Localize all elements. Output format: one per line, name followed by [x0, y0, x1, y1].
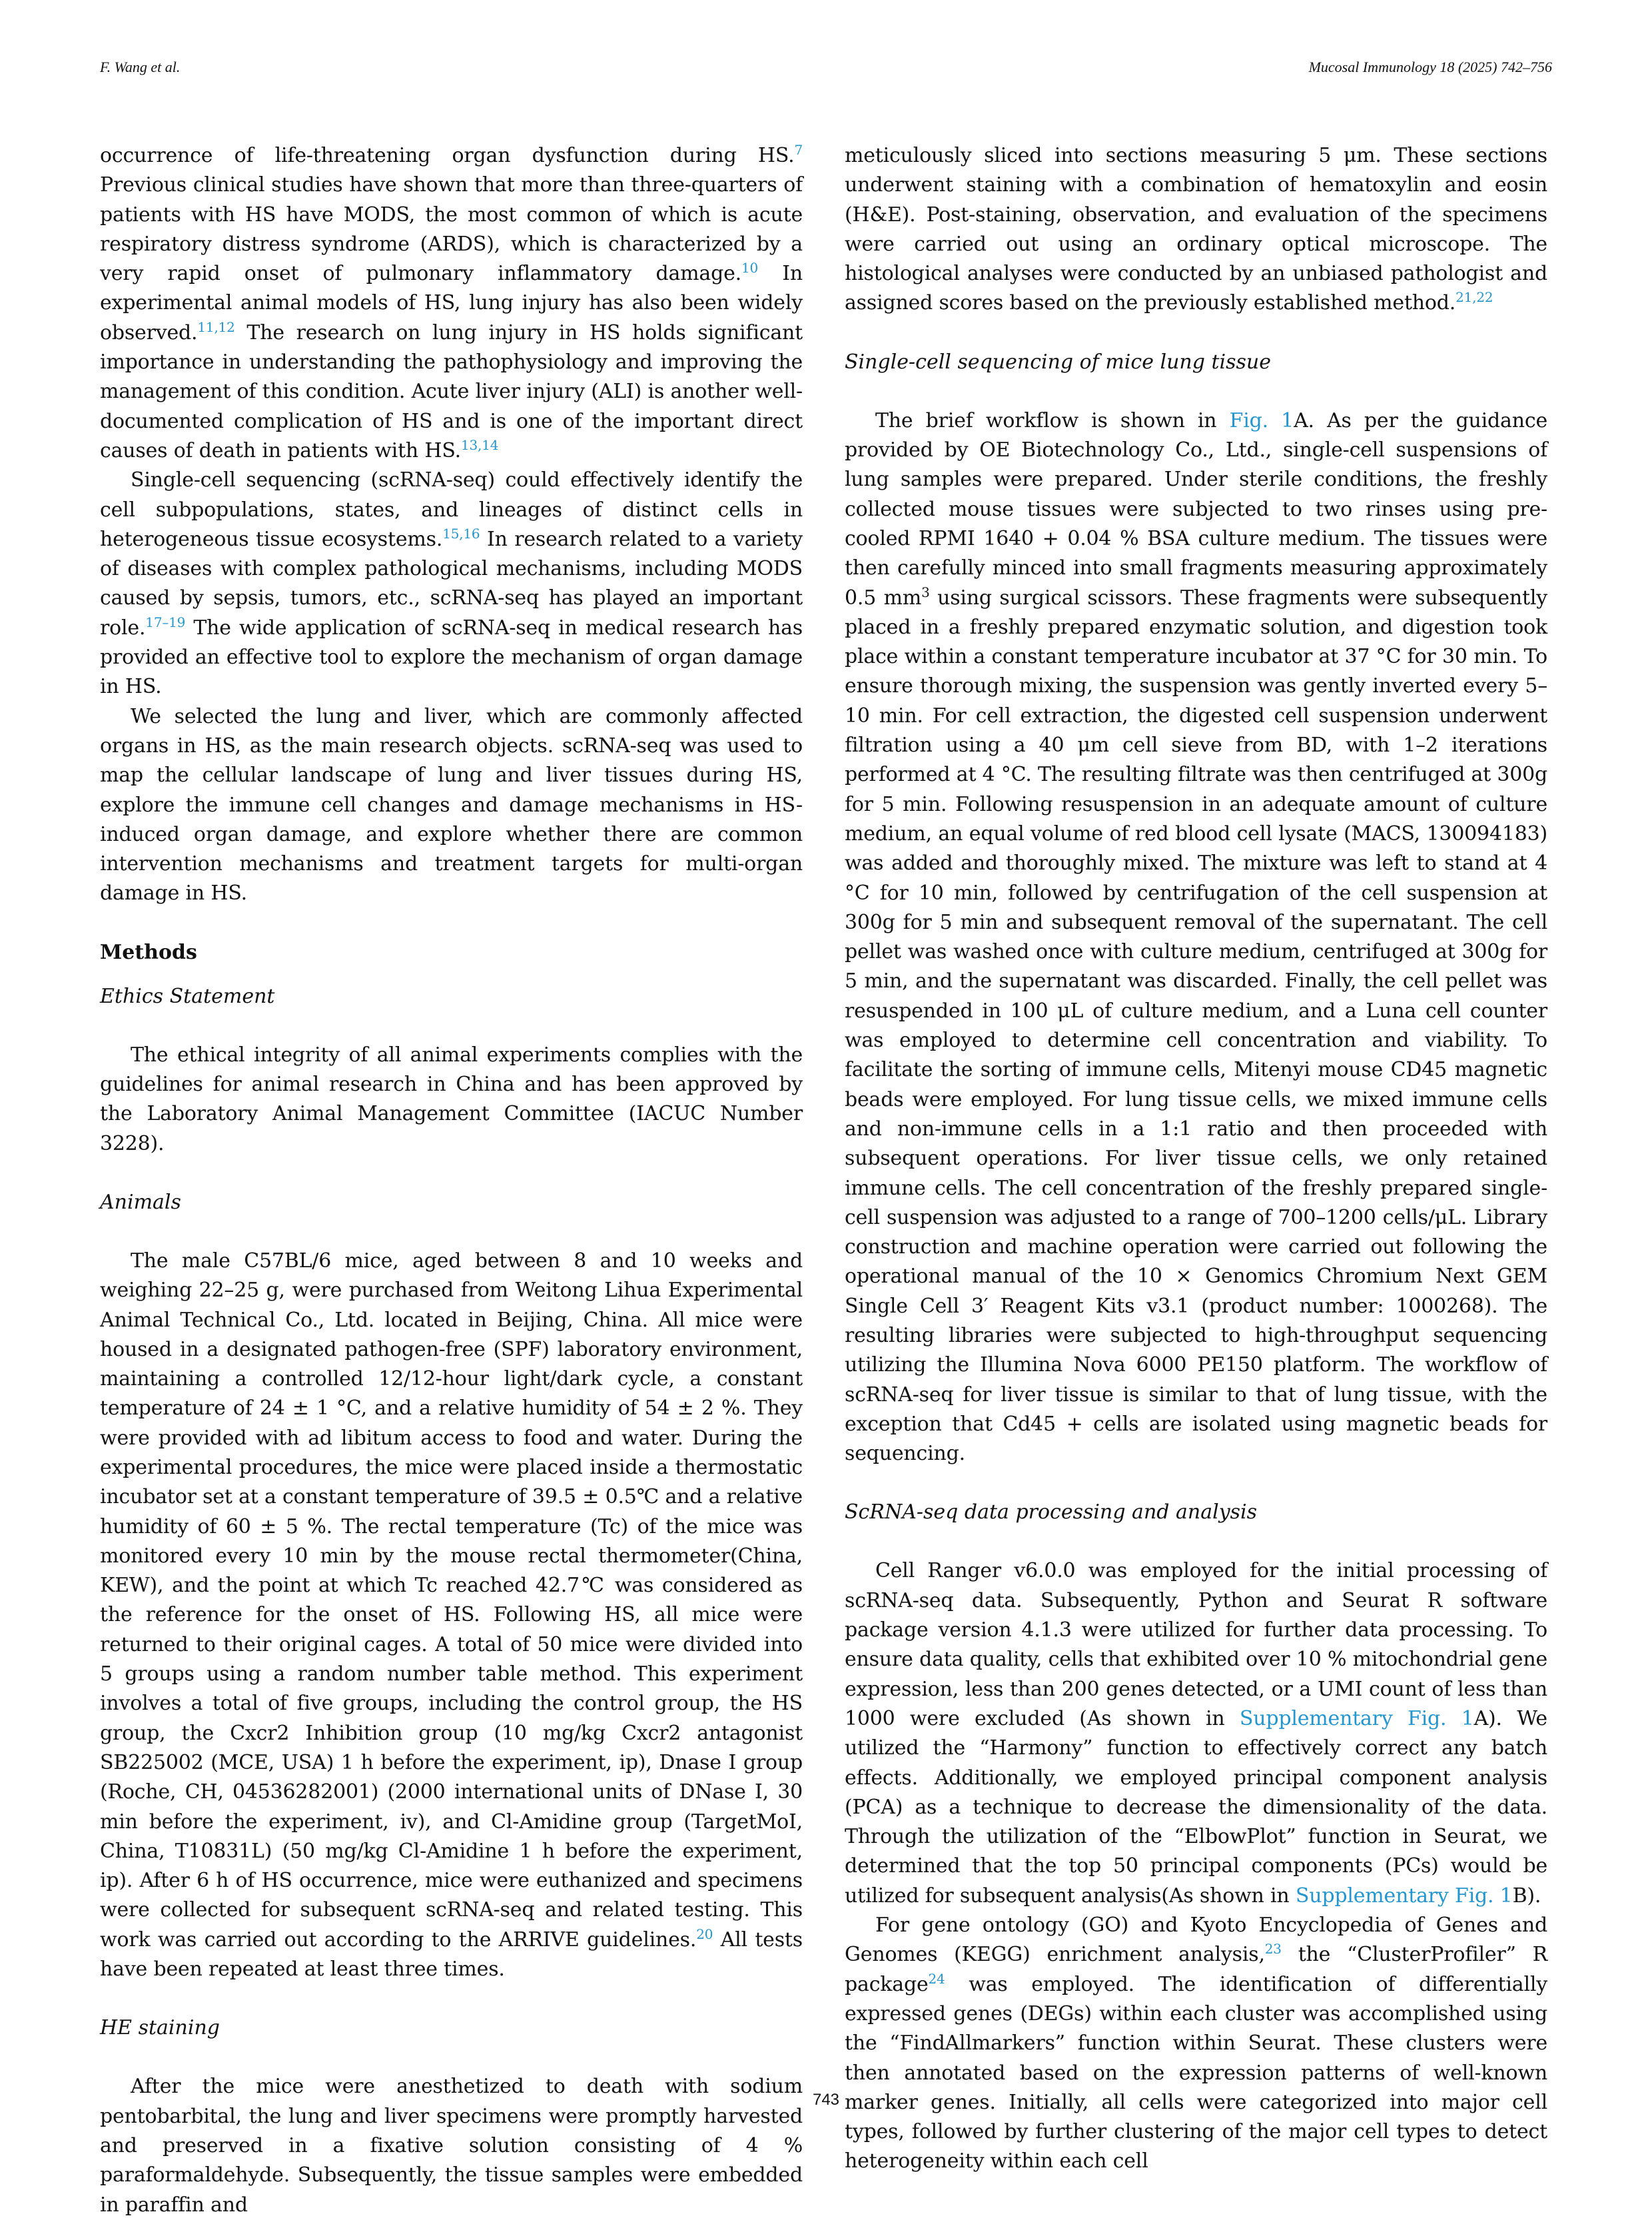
data-processing-paragraph: Cell Ranger v6.0.0 was employed for the initial processing of scRNA-seq data. Subsequently, Python and Seurat R software package version 4.1.3 were utilized for further data processing. To ensure data quality, cells that exhibited over 10 % mitochondrial gene expression, less than 200 genes detected, or a UMI count of less than 1000 were excluded (As shown in Supplementary Fig. 1A). We utilized the “Harmony” function to effectively correct any batch effects. Additionally, we employed principal component analysis (PCA) as a technique to decrease the dimensionality of the data. Through the utilization of the “ElbowPlot” function in Seurat, we determined that the top 50 principal components (PCs) would be utilized for subsequent analysis(As shown in Supplementary Fig. 1B).: [845, 1559, 1547, 1908]
superscript: 3: [921, 584, 930, 600]
section-heading-methods: Methods: [100, 940, 197, 964]
he-staining-paragraph: After the mice were anesthetized to death with sodium pentobarbital, the lung and liver specimens were promptly harvested and preserved in a fixative solution consisting of 4 % paraformaldehyde. Subsequently, the tissue samples were embedded in paraffin and: [100, 2075, 803, 2217]
figure-link[interactable]: Fig. 1: [1229, 408, 1294, 432]
he-staining-paragraph-continued: meticulously sliced into sections measuring 5 μm. These sections underwent staining with a combination of hematoxylin and eosin (H&E). Post-staining, observation, and evaluation of the specimens were carried out using an ordinary optical microscope. The histological analyses were conducted by an unbiased pathologist and assigned scores based on the previously established method.$^{21,22}$: [845, 144, 1547, 315]
right-column: [845, 141, 1547, 2177]
subsection-heading-data-processing: ScRNA-seq data processing and analysis: [845, 1500, 1258, 1524]
citation-link[interactable]: 11,12: [197, 318, 235, 335]
intro-paragraph-3: We selected the lung and liver, which are commonly affected organs in HS, as the main research objects. scRNA-seq was used to map the cellular landscape of lung and liver tissues during HS, explore the immune cell changes and damage mechanisms in HS-induced organ damage, and explore whether there are common intervention mechanisms and treatment targets for multi-organ damage in HS.: [100, 704, 803, 905]
single-cell-sequencing-paragraph: The brief workflow is shown in Fig. 1A. As per the guidance provided by OE Biotechnology Co., Ltd., single-cell suspensions of lung samples were prepared. Under sterile conditions, the freshly collected mouse tissues were subjected to two rinses using pre-cooled RPMI 1640 + 0.04 % BSA culture medium. The tissues were then carefully minced into small fragments measuring approximately 0.5 $mm^3$ using surgical scissors. These fragments were subsequently placed in a freshly prepared enzymatic solution, and digestion took place within a constant temperature incubator at 37 °C for 30 min. To ensure thorough mixing, the suspension was gently inverted every 5–10 min. For cell extraction, the digested cell suspension underwent filtration using a 40 μm cell sieve from BD, with 1–2 iterations performed at 4 °C. The resulting filtrate was then centrifuged at 300g for 5 min. Following resuspension in an adequate amount of culture medium, an equal volume of red blood cell lysate (MACS, 130094183) was added and thoroughly mixed. The mixture was left to stand at 4 °C for 10 min, followed by centrifugation of the cell suspension at 300g for 5 min and subsequent removal of the supernatant. The cell pellet was washed once with culture medium, centrifuged at 300g for 5 min, and the supernatant was discarded. Finally, the cell pellet was resuspended in 100 μL of culture medium, and a Luna cell counter was employed to determine cell concentration and viability. To facilitate the sorting of immune cells, Mitenyi mouse CD45 magnetic beads were employed. For lung tissue cells, we mixed immune cells and non-immune cells in a 1:1 ratio and then proceeded with subsequent operations. For liver tissue cells, we only retained immune cells. The cell concentration of the freshly prepared single-cell suspension was adjusted to a range of 700–1200 cells/μL. Library construction and machine operation were carried out following the operational manual of the 10 × Genomics Chromium Next GEM Single Cell 3′ Reagent Kits v3.1 (product number: 1000268). The resulting libraries were subjected to high-throughput sequencing utilizing the Illumina Nova 6000 PE150 platform. The workflow of scRNA-seq for liver tissue is similar to that of lung tissue, with the exception that Cd45 + cells are isolated using magnetic beads for sequencing.: [845, 408, 1548, 1466]
intro-paragraph-1: occurrence of life-threatening organ dysfunction during HS.$^7$ Previous clinical studies have shown that more than three-quarters of patients with HS have MODS, the most common of which is acute respiratory distress syndrome (ARDS), which is characterized by a very rapid onset of pulmonary inflammatory damage.$^{10}$ In experimental animal models of HS, lung injury has also been widely observed.$^{11,12}$ The research on lung injury in HS holds significant importance in understanding the pathophysiology and improving the management of this condition. Acute liver injury (ALI) is another well-documented complication of HS and is one of the important direct causes of death in patients with HS.$^{13,14}$: [100, 142, 803, 462]
citation-link[interactable]: 24: [928, 1970, 945, 1987]
subsection-heading-ethics: Ethics Statement: [100, 984, 275, 1008]
citation-link[interactable]: 20: [696, 1926, 713, 1942]
supplementary-figure-link[interactable]: Supplementary Fig. 1: [1295, 1884, 1513, 1908]
citation-link[interactable]: 15,16: [442, 525, 480, 542]
page-number: 743: [812, 2091, 840, 2109]
subsection-heading-single-cell-sequencing: Single-cell sequencing of mice lung tissue: [845, 350, 1271, 374]
running-head-journal: Mucosal Immunology 18 (2025) 742–756: [1308, 59, 1552, 75]
intro-paragraph-2: Single-cell sequencing (scRNA-seq) could effectively identify the cell subpopulations, states, and lineages of distinct cells in heterogeneous tissue ecosystems.$^{15,16}$ In research related to a variety of diseases with complex pathological mechanisms, including MODS caused by sepsis, tumors, etc., scRNA-seq has played an important role.$^{17-19}$ The wide application of scRNA-seq in medical research has provided an effective tool to explore the mechanism of organ damage in HS.: [100, 468, 803, 699]
animals-paragraph: The male C57BL/6 mice, aged between 8 and 10 weeks and weighing 22–25 g, were purchased from Weitong Lihua Experimental Animal Technical Co., Ltd. located in Beijing, China. All mice were housed in a designated pathogen-free (SPF) laboratory environment, maintaining a controlled 12/12-hour light/dark cycle, a constant temperature of 24 ± 1 °C, and a relative humidity of 54 ± 2 %. They were provided with ad libitum access to food and water. During the experimental procedures, the mice were placed inside a thermostatic incubator set at a constant temperature of 39.5 ± 0.5℃ and a relative humidity of 60 ± 5 %. The rectal temperature (Tc) of the mice was monitored every 10 min by the mouse rectal thermometer(China, KEW), and the point at which Tc reached 42.7℃ was considered as the reference for the onset of HS. Following HS, all mice were returned to their original cages. A total of 50 mice were divided into 5 groups using a random number table method. This experiment involves a total of five groups, including the control group, the HS group, the Cxcr2 Inhibition group (10 mg/kg Cxcr2 antagonist SB225002 (MCE, USA) 1 h before the experiment, ip), Dnase I group (Roche, CH, 04536282001) (2000 international units of DNase I, 30 min before the experiment, iv), and Cl-Amidine group (TargetMoI, China, T10831L) (50 mg/kg Cl-Amidine 1 h before the experiment, ip). After 6 h of HS occurrence, mice were euthanized and specimens were collected for subsequent scRNA-seq and related testing. This work was carried out according to the ARRIVE guidelines.$^{20}$ All tests have been repeated at least three times.: [100, 1249, 803, 1981]
citation-link[interactable]: 10: [741, 260, 759, 277]
citation-link[interactable]: 21,22: [1455, 289, 1493, 306]
ethics-paragraph: The ethical integrity of all animal experiments complies with the guidelines for animal research in China and has been approved by the Laboratory Animal Management Committee (IACUC Number 3228).: [100, 1043, 803, 1155]
subsection-heading-animals: Animals: [100, 1190, 181, 1214]
citation-link[interactable]: 13,14: [460, 436, 499, 453]
left-column: [100, 141, 803, 2220]
supplementary-figure-link[interactable]: Supplementary Fig. 1: [1239, 1706, 1474, 1730]
citation-link[interactable]: 17–19: [145, 614, 186, 630]
running-head-authors: F. Wang et al.: [100, 59, 181, 75]
subsection-heading-he-staining: HE staining: [100, 2016, 220, 2040]
citation-link[interactable]: 23: [1264, 1941, 1282, 1957]
citation-link[interactable]: 7: [794, 142, 803, 158]
enrichment-analysis-paragraph: For gene ontology (GO) and Kyoto Encyclopedia of Genes and Genomes (KEGG) enrichment analysis,$^{23}$ the “ClusterProfiler” R package$^{24}$ was employed. The identification of differentially expressed genes (DEGs) within each cluster was accomplished using the “FindAllmarkers” function within Seurat. These clusters were then annotated based on the expression patterns of well-known marker genes. Initially, all cells were categorized into major cell types, followed by further clustering of the major cell types to detect heterogeneity within each cell: [845, 1914, 1547, 2173]
